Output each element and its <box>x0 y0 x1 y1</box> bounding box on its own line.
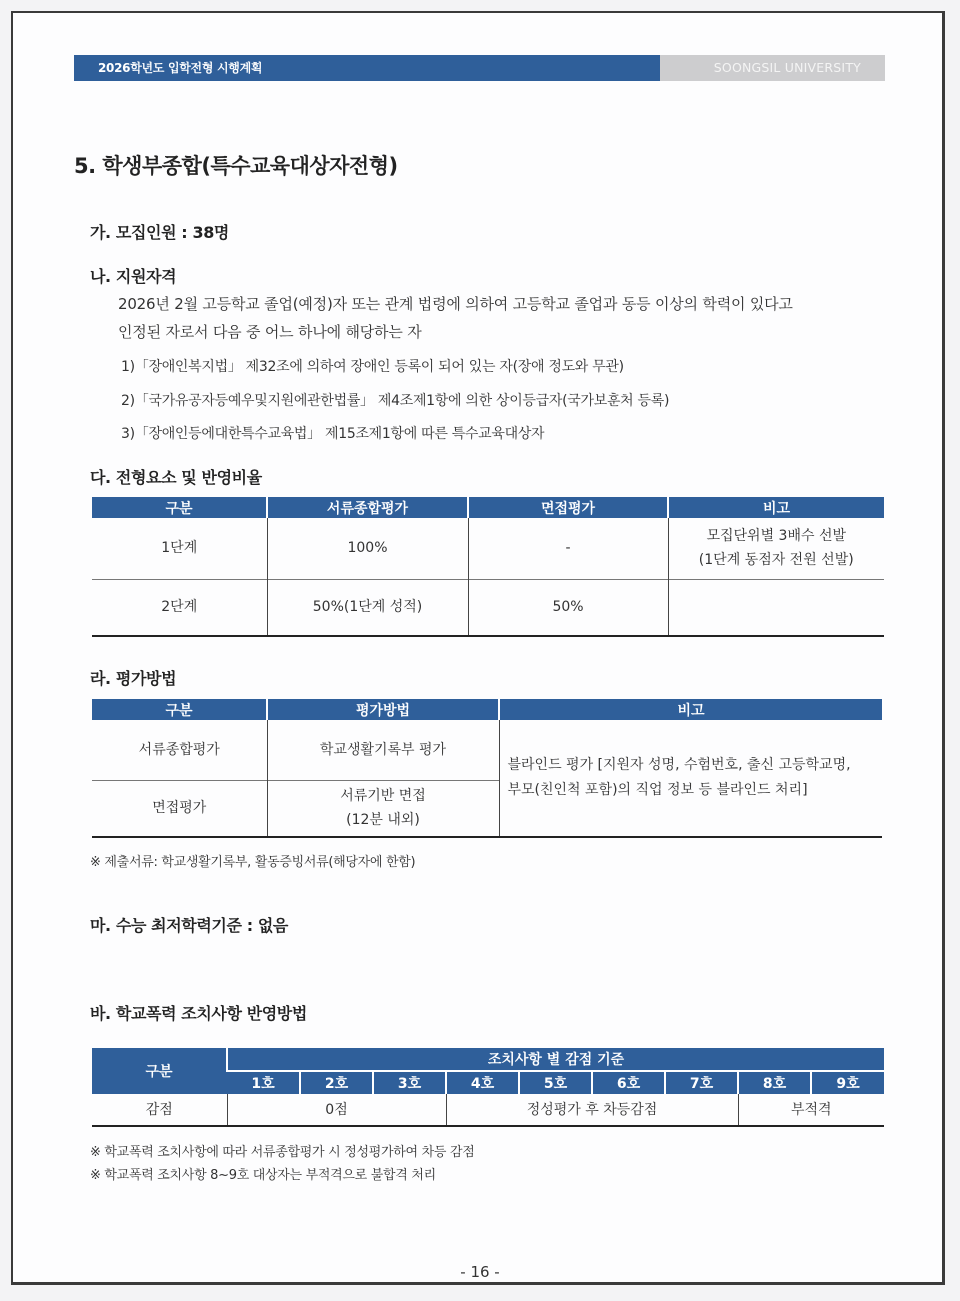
method-line: 서류기반 면접 <box>340 788 426 805</box>
cell-category: 면접평가 <box>92 780 267 837</box>
cell-method <box>267 780 499 837</box>
eligibility-item: 2)「국가유공자등예우및지원에관한법률」 제4조제1항에 의한 상이등급자(국가보훈처 등록) <box>121 393 670 409</box>
evaluation-method-table <box>92 699 882 838</box>
measure-header: 7호 <box>665 1071 738 1094</box>
eligibility-item: 1)「장애인복지법」 제32조에 의하여 장애인 등록이 되어 있는 자(장애 정도와 무관) <box>121 359 624 375</box>
submission-footnote: ※ 제출서류: 학교생활기록부, 활동증빙서류(해당자에 한함) <box>90 855 416 870</box>
heading-da-elements: 다. 전형요소 및 반영비율 <box>90 468 262 487</box>
violence-note: ※ 학교폭력 조치사항 8~9호 대상자는 부적격으로 불합격 처리 <box>90 1168 436 1183</box>
heading-ga-quota: 가. 모집인원 : 38명 <box>90 223 229 242</box>
method-line: (12분 내외) <box>346 812 420 829</box>
heading-na-eligibility: 나. 지원자격 <box>90 267 177 286</box>
note-line: 모집단위별 3배수 선발 <box>706 528 847 545</box>
page-number: - 16 - <box>460 1263 500 1281</box>
cell-deduction-group: 0점 <box>227 1094 446 1126</box>
col-header: 구분 <box>92 699 267 720</box>
table-row <box>92 579 884 636</box>
col-header: 평가방법 <box>267 699 499 720</box>
selection-elements-table <box>92 497 884 637</box>
cell-interview: - <box>468 518 668 579</box>
note-line: 블라인드 평가 [지원자 성명, 수험번호, 출신 고등학교명, <box>507 757 851 773</box>
school-violence-table <box>92 1048 884 1127</box>
cell-deduction-group: 부적격 <box>738 1094 884 1126</box>
header-doc-title: 2026학년도 입학전형 시행계획 <box>74 55 660 81</box>
col-header: 구분 <box>92 1048 227 1094</box>
table-row <box>92 720 882 780</box>
cell-note <box>499 720 882 837</box>
table-row <box>92 1094 884 1126</box>
cell-note <box>668 518 884 579</box>
note-line: (1단계 동점자 전원 선발) <box>698 552 854 569</box>
measure-header: 9호 <box>811 1071 884 1094</box>
col-header: 서류종합평가 <box>267 497 468 518</box>
cell-stage: 2단계 <box>92 579 267 636</box>
heading-ra-evaluation: 라. 평가방법 <box>90 669 177 688</box>
header-university: SOONGSIL UNIVERSITY <box>660 55 885 81</box>
cell-interview: 50% <box>468 579 668 636</box>
cell-method: 학교생활기록부 평가 <box>267 720 499 780</box>
cell-category: 서류종합평가 <box>138 741 220 758</box>
cell-deduction-group: 정성평가 후 차등감점 <box>446 1094 738 1126</box>
measure-header: 2호 <box>300 1071 373 1094</box>
measure-header: 6호 <box>592 1071 665 1094</box>
eligibility-paragraph-line1: 2026년 2월 고등학교 졸업(예정)자 또는 관계 법령에 의하여 고등학교 졸업과 동등 이상의 학력이 있다고 <box>118 295 793 313</box>
col-header: 비고 <box>499 699 882 720</box>
measure-header: 8호 <box>738 1071 811 1094</box>
cell-docs: 100% <box>267 518 468 579</box>
cell-note <box>668 579 884 636</box>
cell-docs: 50%(1단계 성적) <box>267 579 468 636</box>
violence-note: ※ 학교폭력 조치사항에 따라 서류종합평가 시 정성평가하여 차등 감점 <box>90 1145 475 1160</box>
col-header: 비고 <box>668 497 884 518</box>
section-title: 5. 학생부종합(특수교육대상자전형) <box>74 154 398 178</box>
table-row <box>92 518 884 579</box>
eligibility-item: 3)「장애인등에대한특수교육법」 제15조제1항에 따른 특수교육대상자 <box>121 426 545 442</box>
col-header: 면접평가 <box>468 497 668 518</box>
col-header: 구분 <box>92 497 267 518</box>
measure-header: 5호 <box>519 1071 592 1094</box>
measure-header: 1호 <box>227 1071 300 1094</box>
heading-ba-school-violence: 바. 학교폭력 조치사항 반영방법 <box>90 1004 307 1023</box>
cell-stage: 1단계 <box>161 540 198 557</box>
eligibility-paragraph-line2: 인정된 자로서 다음 중 어느 하나에 해당하는 자 <box>118 323 422 341</box>
measure-header: 4호 <box>446 1071 519 1094</box>
heading-ma-csat: 마. 수능 최저학력기준 : 없음 <box>90 916 288 935</box>
measure-header: 3호 <box>373 1071 446 1094</box>
cell-row-label: 감점 <box>145 1101 173 1118</box>
col-header-group: 조치사항 별 감점 기준 <box>227 1048 884 1071</box>
note-line: 부모(친인척 포함)의 직업 정보 등 블라인드 처리] <box>507 782 808 798</box>
